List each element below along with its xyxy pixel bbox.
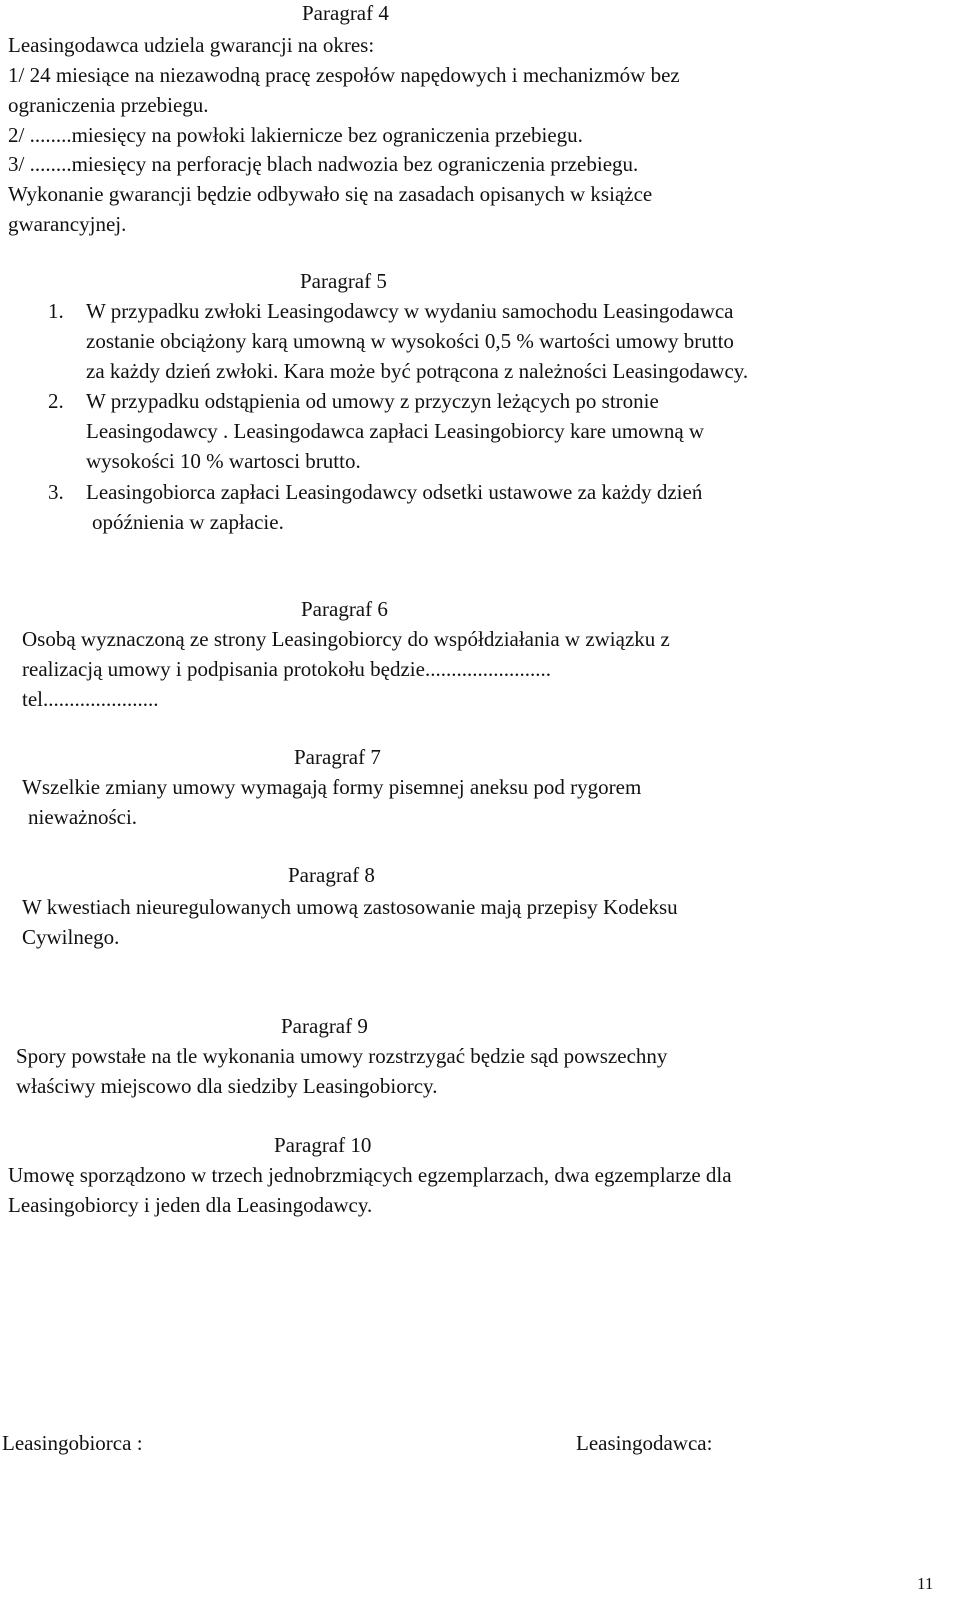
paragraph-8-line: Cywilnego. [22, 925, 120, 949]
signature-lessee-label: Leasingobiorca : [2, 1431, 143, 1455]
paragraph-8-line: W kwestiach nieuregulowanych umową zastosowanie mają przepisy Kodeksu [22, 895, 678, 919]
paragraph-8-heading: Paragraf 8 [288, 863, 375, 887]
paragraph-5-item-line: W przypadku zwłoki Leasingodawcy w wydaniu samochodu Leasingodawca [86, 299, 734, 323]
paragraph-4-line: Leasingodawca udziela gwarancji na okres: [8, 33, 375, 57]
paragraph-6-line: realizacją umowy i podpisania protokołu będzie........................ [22, 657, 551, 681]
paragraph-10-line: Leasingobiorcy i jeden dla Leasingodawcy. [8, 1193, 373, 1217]
paragraph-4-line: 3/ ........miesięcy na perforację blach nadwozia bez ograniczenia przebiegu. [8, 152, 639, 176]
signature-lessor-label: Leasingodawca: [576, 1431, 713, 1455]
paragraph-6-line: tel...................... [22, 687, 159, 711]
paragraph-5-item-number: 1. [48, 299, 64, 323]
paragraph-5-item-number: 3. [48, 480, 64, 504]
paragraph-10-line: Umowę sporządzono w trzech jednobrzmiących egzemplarzach, dwa egzemplarze dla [8, 1163, 732, 1187]
paragraph-6-line: Osobą wyznaczoną ze strony Leasingobiorcy do współdziałania w związku z [22, 627, 670, 651]
paragraph-7-line: Wszelkie zmiany umowy wymagają formy pisemnej aneksu pod rygorem [22, 775, 642, 799]
paragraph-9-line: właściwy miejscowo dla siedziby Leasingobiorcy. [16, 1074, 438, 1098]
paragraph-5-item-line: Leasingodawcy . Leasingodawca zapłaci Leasingobiorcy kare umowną w [86, 419, 705, 443]
paragraph-5-item-number: 2. [48, 389, 64, 413]
paragraph-4-line: 2/ ........miesięcy na powłoki lakiernicze bez ograniczenia przebiegu. [8, 123, 583, 147]
paragraph-4-line: Wykonanie gwarancji będzie odbywało się na zasadach opisanych w książce [8, 182, 653, 206]
paragraph-5-item-line: W przypadku odstąpienia od umowy z przyczyn leżących po stronie [86, 389, 659, 413]
paragraph-10-heading: Paragraf 10 [274, 1133, 372, 1157]
paragraph-5-heading: Paragraf 5 [300, 269, 387, 293]
paragraph-9-heading: Paragraf 9 [281, 1014, 368, 1038]
paragraph-5-item-line: Leasingobiorca zapłaci Leasingodawcy odsetki ustawowe za każdy dzień [86, 480, 703, 504]
paragraph-7-heading: Paragraf 7 [294, 745, 381, 769]
paragraph-5-item-line: wysokości 10 % wartosci brutto. [86, 449, 361, 473]
paragraph-5-item-line: za każdy dzień zwłoki. Kara może być potrącona z należności Leasingodawcy. [86, 359, 749, 383]
paragraph-4-line: gwarancyjnej. [8, 212, 127, 236]
paragraph-6-heading: Paragraf 6 [301, 597, 388, 621]
paragraph-4-line: ograniczenia przebiegu. [8, 93, 209, 117]
paragraph-5-item-line: zostanie obciążony karą umowną w wysokości 0,5 % wartości umowy brutto [86, 329, 734, 353]
page-number: 11 [917, 1574, 934, 1593]
paragraph-7-line: nieważności. [28, 805, 138, 829]
paragraph-5-item-line: opóźnienia w zapłacie. [92, 510, 284, 534]
paragraph-9-line: Spory powstałe na tle wykonania umowy rozstrzygać będzie sąd powszechny [16, 1044, 668, 1068]
paragraph-4-heading: Paragraf 4 [302, 1, 389, 25]
paragraph-4-line: 1/ 24 miesiące na niezawodną pracę zespołów napędowych i mechanizmów bez [8, 63, 680, 87]
